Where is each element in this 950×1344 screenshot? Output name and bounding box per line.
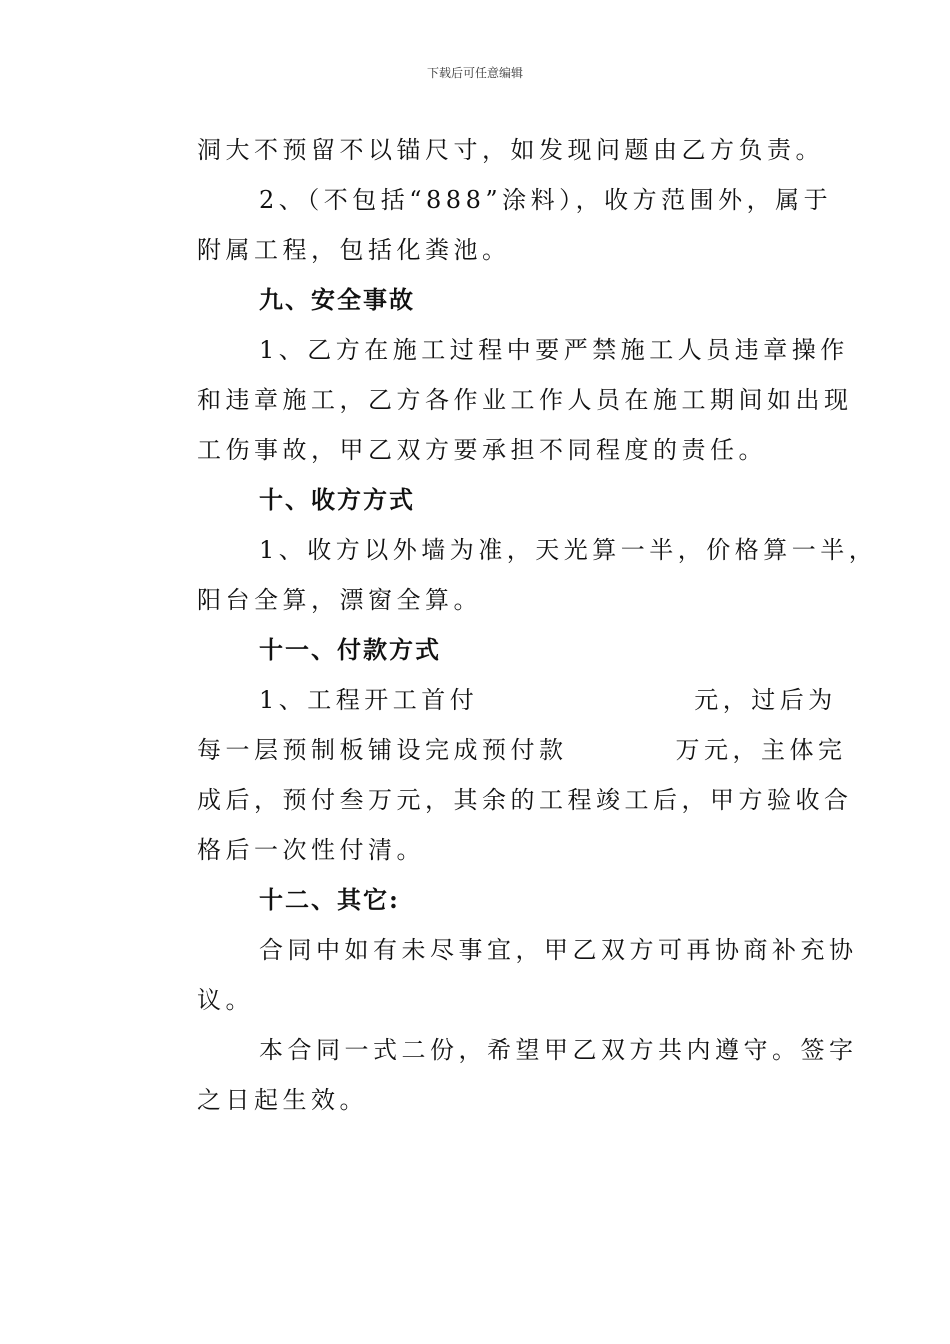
payment-first-unit: 元，过后为 xyxy=(694,686,837,714)
paragraph-line: 之日起生效。 xyxy=(197,1086,368,1114)
paragraph-line xyxy=(197,735,847,765)
paragraph-line: 工伤事故，甲乙双方要承担不同程度的责任。 xyxy=(197,436,767,464)
paragraph-line: 2、（不包括“888”涂料），收方范围外，属于 xyxy=(259,186,833,214)
payment-floor-text: 每一层预制板铺设完成预付款 xyxy=(197,736,568,764)
payment-first-text: 1、工程开工首付 xyxy=(259,686,479,714)
page-header: 下载后可任意编辑 xyxy=(426,66,523,80)
paragraph-line: 合同中如有未尽事宜，甲乙双方可再协商补充协 xyxy=(259,936,858,964)
paragraph-line: 本合同一式二份，希望甲乙双方共内遵守。签字 xyxy=(259,1036,858,1064)
paragraph-line: 议。 xyxy=(197,986,254,1014)
paragraph-line xyxy=(259,685,837,715)
payment-floor-unit: 万元，主体完 xyxy=(675,736,847,764)
section-heading-measurement: 十、收方方式 xyxy=(259,485,415,514)
section-heading-payment: 十一、付款方式 xyxy=(259,635,441,664)
paragraph-line: 1、收方以外墙为准，天光算一半，价格算一半， xyxy=(259,536,878,564)
paragraph-line: 成后，预付叁万元，其余的工程竣工后，甲方验收合 xyxy=(197,786,853,814)
paragraph-line: 阳台全算，漂窗全算。 xyxy=(197,586,482,614)
paragraph-line: 附属工程，包括化粪池。 xyxy=(197,236,511,264)
section-heading-other: 十二、其它: xyxy=(259,885,400,914)
section-heading-safety: 九、安全事故 xyxy=(259,285,415,314)
paragraph-line: 1、乙方在施工过程中要严禁施工人员违章操作 xyxy=(259,336,849,364)
paragraph-line: 洞大不预留不以锚尺寸，如发现问题由乙方负责。 xyxy=(197,136,824,164)
paragraph-line: 格后一次性付清。 xyxy=(197,836,425,864)
paragraph-line: 和违章施工，乙方各作业工作人员在施工期间如出现 xyxy=(197,386,853,414)
